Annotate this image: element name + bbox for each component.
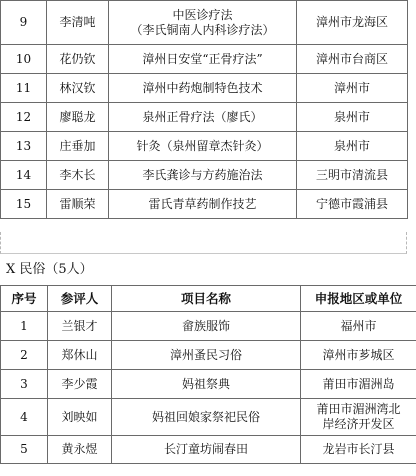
project-name: 针灸（泉州留章杰针灸） (109, 132, 297, 161)
table-row (1, 74, 408, 103)
inheritor-name: 李少霞 (48, 370, 112, 399)
inheritor-name: 黄永煜 (48, 436, 112, 464)
inheritor-name: 廖聪龙 (47, 103, 109, 132)
header-row (1, 286, 416, 312)
header-no: 序号 (1, 286, 48, 312)
inheritor-name: 兰银才 (48, 312, 112, 341)
row-number: 11 (1, 74, 47, 103)
row-number: 2 (1, 341, 48, 370)
header-project: 项目名称 (112, 286, 301, 312)
folk-custom-table (0, 285, 416, 464)
project-name: 漳州中药炮制特色技术 (109, 74, 297, 103)
bottom-table-body (1, 312, 416, 464)
table-row (1, 436, 416, 464)
region-name: 漳州市台商区 (297, 45, 408, 74)
row-number: 5 (1, 436, 48, 464)
region-name: 泉州市 (297, 132, 408, 161)
region-name: 莆田市湄洲岛 (301, 370, 416, 399)
row-number: 10 (1, 45, 47, 74)
inheritor-name: 花仍钦 (47, 45, 109, 74)
region-name: 漳州市龙海区 (297, 1, 408, 45)
project-name: 雷氏青草药制作技艺 (109, 190, 297, 219)
inheritor-name: 雷顺荣 (47, 190, 109, 219)
table-row (1, 45, 408, 74)
region-name: 漳州市 (297, 74, 408, 103)
section-title: X 民俗（5人） (6, 262, 93, 277)
project-name: 泉州正骨疗法（廖氏） (109, 103, 297, 132)
top-table-body (1, 1, 408, 219)
table-row (1, 341, 416, 370)
table-row (1, 190, 408, 219)
project-name: 漳州日安堂“正骨疗法” (109, 45, 297, 74)
row-number: 3 (1, 370, 48, 399)
inheritor-name: 庄垂加 (47, 132, 109, 161)
row-number: 12 (1, 103, 47, 132)
row-number: 9 (1, 1, 47, 45)
table-row (1, 399, 416, 436)
table-row (1, 132, 408, 161)
header-region: 申报地区或单位 (301, 286, 416, 312)
region-name: 福州市 (301, 312, 416, 341)
inheritor-name: 郑休山 (48, 341, 112, 370)
row-number: 13 (1, 132, 47, 161)
header-name: 参评人 (48, 286, 112, 312)
table-row (1, 1, 408, 45)
region-name: 宁德市霞浦县 (297, 190, 408, 219)
row-number: 1 (1, 312, 48, 341)
project-name: 妈祖祭典 (112, 370, 301, 399)
row-number: 4 (1, 399, 48, 436)
project-name: 长汀童坊闹春田 (112, 436, 301, 464)
project-name: 李氏龚诊与方药施治法 (109, 161, 297, 190)
region-name: 莆田市湄洲湾北 岸经济开发区 (301, 399, 416, 436)
project-name: 畲族服饰 (112, 312, 301, 341)
region-name: 漳州市芗城区 (301, 341, 416, 370)
region-name: 三明市清流县 (297, 161, 408, 190)
project-name: 妈祖回娘家祭祀民俗 (112, 399, 301, 436)
table-row (1, 161, 408, 190)
region-name: 龙岩市长汀县 (301, 436, 416, 464)
region-name: 泉州市 (297, 103, 408, 132)
table-row (1, 312, 416, 341)
project-name: 漳州蚤民习俗 (112, 341, 301, 370)
inheritor-name: 刘映如 (48, 399, 112, 436)
inheritor-name: 林汉钦 (47, 74, 109, 103)
inheritors-table-continued (0, 0, 408, 219)
row-number: 14 (1, 161, 47, 190)
page-break-strip (0, 232, 407, 254)
project-name: 中医诊疗法 （李氏铜南人内科诊疗法） (109, 1, 297, 45)
row-number: 15 (1, 190, 47, 219)
inheritor-name: 李木长 (47, 161, 109, 190)
inheritor-name: 李清吨 (47, 1, 109, 45)
table-row (1, 103, 408, 132)
table-row (1, 370, 416, 399)
